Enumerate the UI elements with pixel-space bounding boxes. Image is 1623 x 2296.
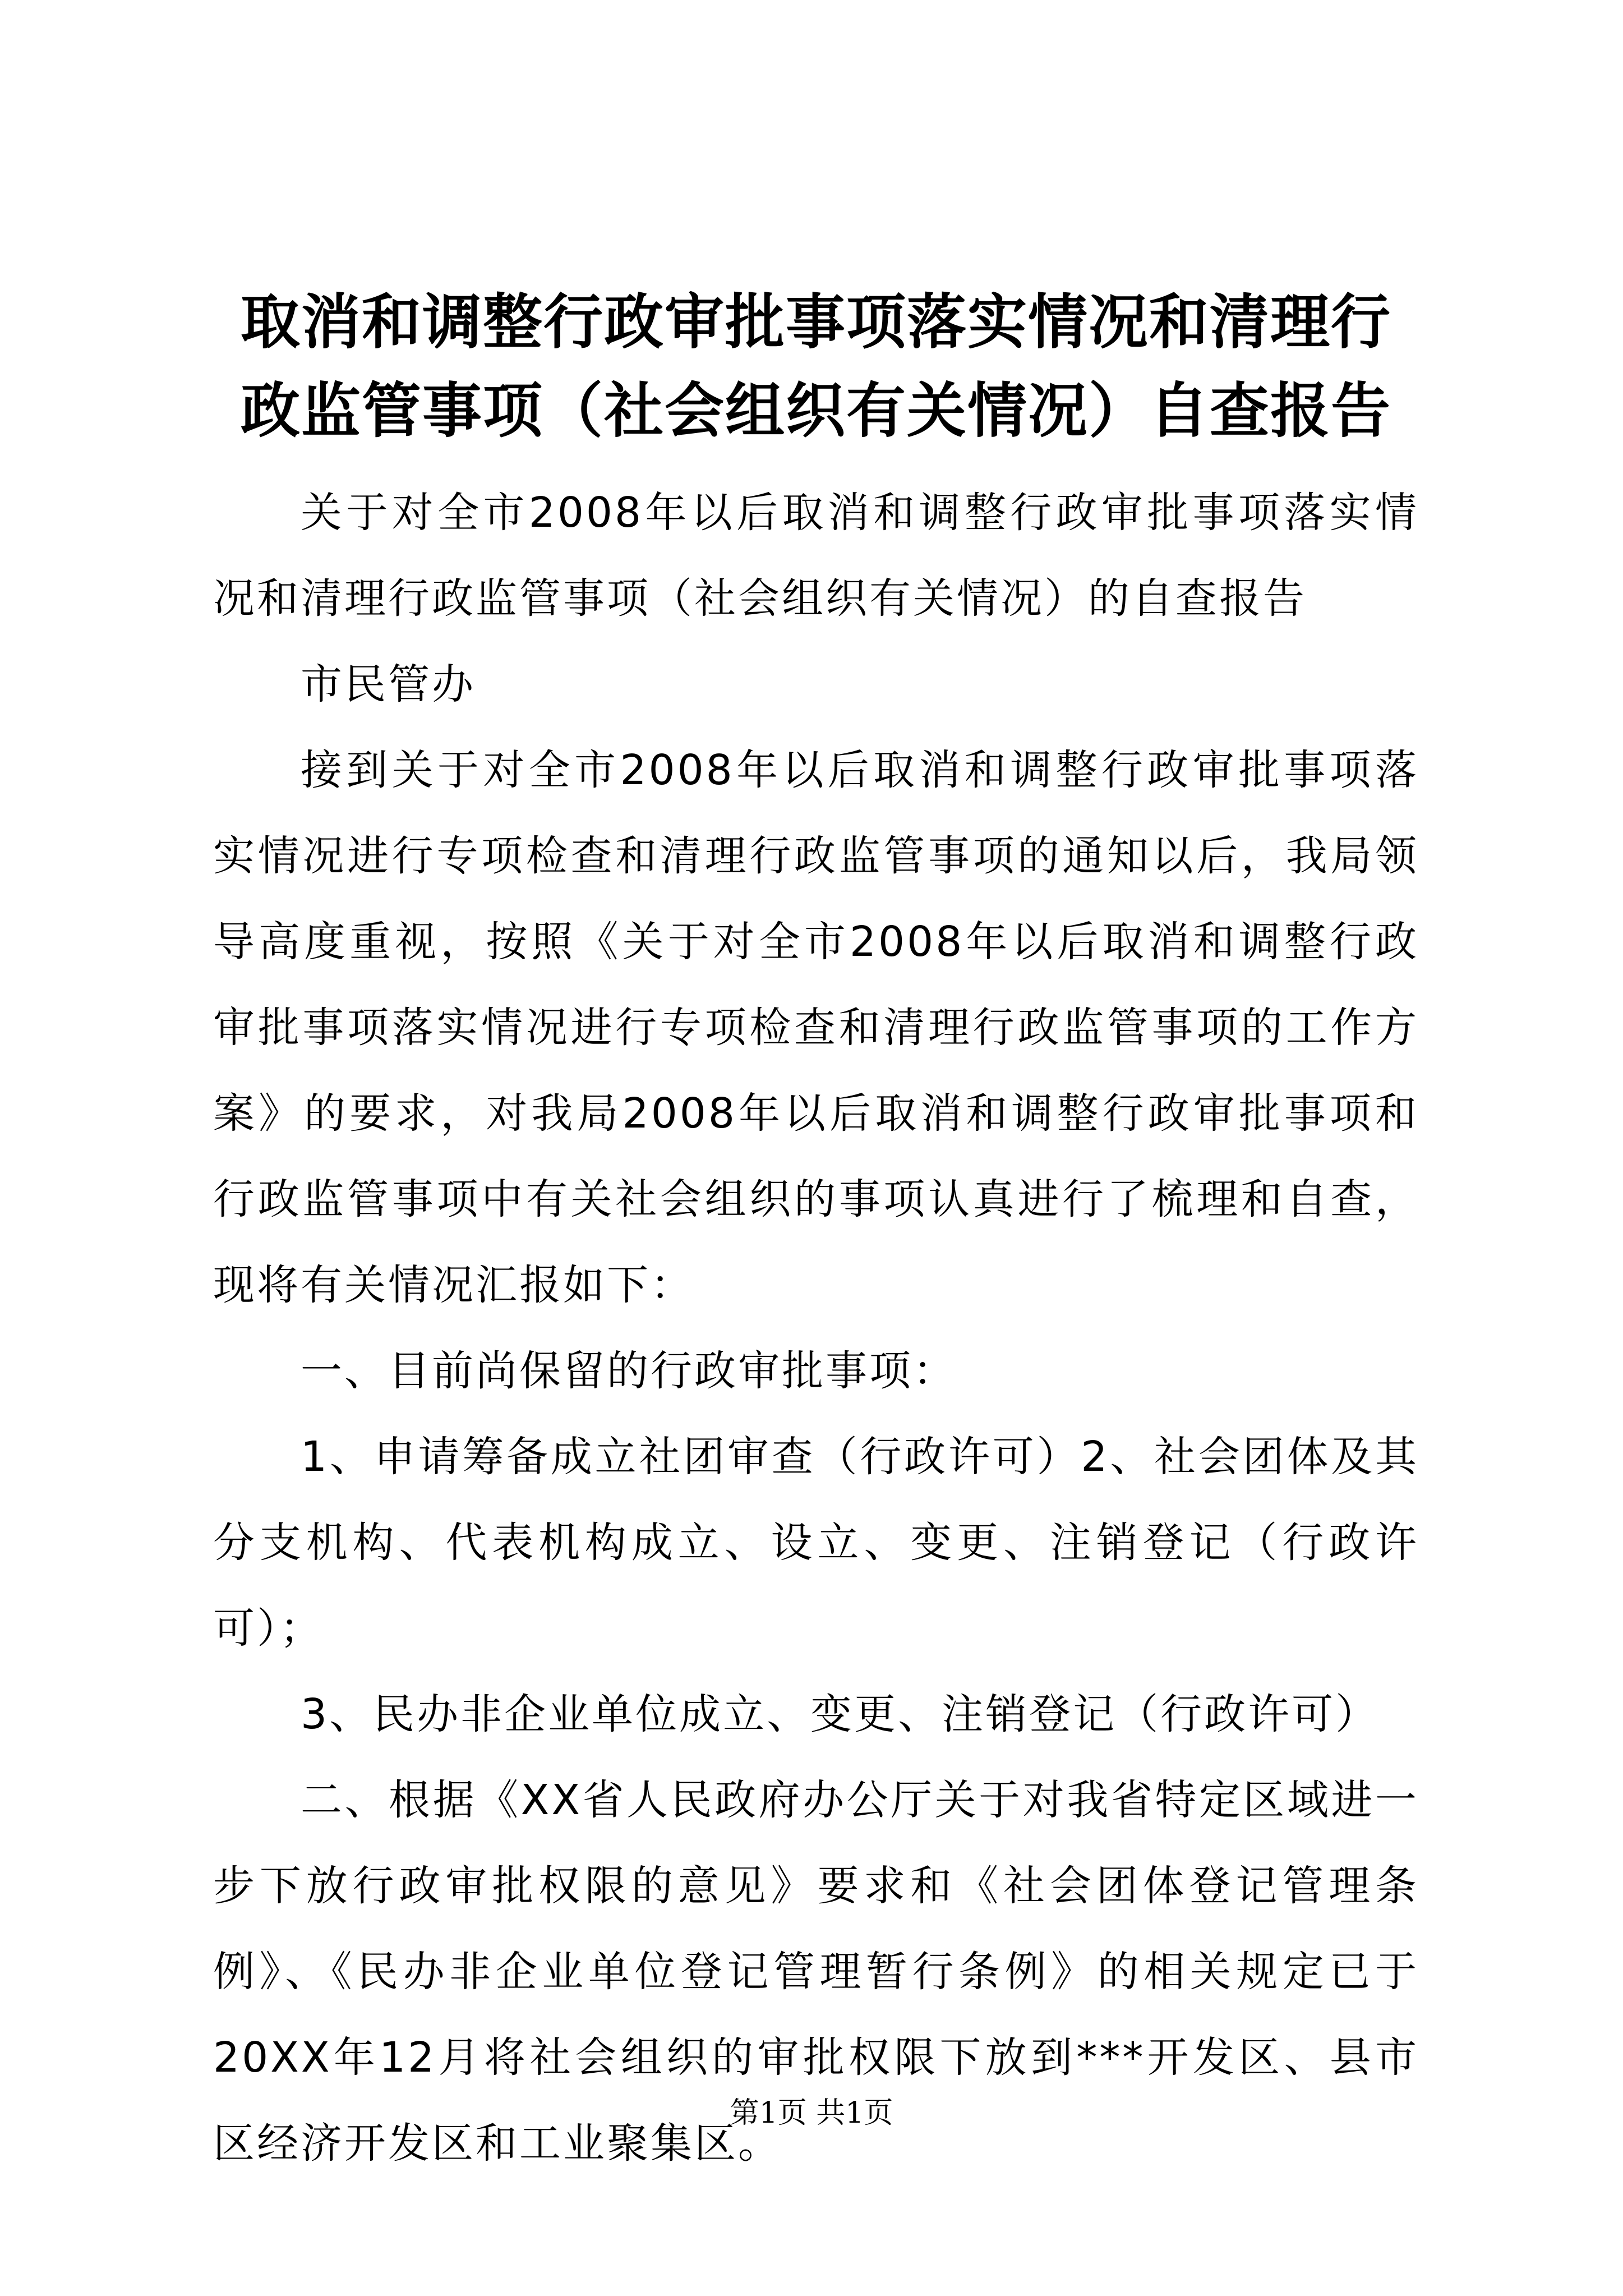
paragraph-items-one-two: 1、申请筹备成立社团审查（行政许可）2、社会团体及其分支机构、代表机构成立、设立、变更、注销登记（行政许可）； [213, 1433, 1419, 1653]
paragraph-item-three: 3、民办非企业单位成立、变更、注销登记（行政许可） [301, 1690, 1380, 1738]
page-total: 共1页 [816, 2096, 893, 2130]
paragraph-report-heading: 关于对全市2008年以后取消和调整行政审批事项落实情况和清理行政监管事项（社会组织有关情况）的自查报告 [213, 489, 1419, 623]
page-footer [0, 2093, 1623, 2133]
paragraph-section-two: 二、根据《XX省人民政府办公厅关于对我省特定区域进一步下放行政审批权限的意见》要求和《社会团体登记管理条例》、《民办非企业单位登记管理暂行条例》的相关规定已于20XX年12月将社会组织的审批权限下放到***开发区、县市区经济开发区和工业聚集区。 [213, 1776, 1419, 2168]
document-title: 取消和调整行政审批事项落实情况和清理行政监管事项（社会组织有关情况）自查报告 [241, 287, 1391, 445]
document-body [213, 470, 1419, 2187]
paragraph-intro: 接到关于对全市2008年以后取消和调整行政审批事项落实情况进行专项检查和清理行政监管事项的通知以后，我局领导高度重视，按照《关于对全市2008年以后取消和调整行政审批事项落实情况进行专项检查和清理行政监管事项的工作方案》的要求，对我局2008年以后取消和调整行政审批事项和行政监管事项中有关社会组织的事项认真进行了梳理和自查，现将有关情况汇报如下： [213, 746, 1419, 1309]
paragraph-section-one-heading: 一、目前尚保留的行政审批事项： [301, 1347, 957, 1395]
page-number: 第1页 [730, 2096, 807, 2130]
paragraph-recipient: 市民管办 [301, 660, 476, 708]
